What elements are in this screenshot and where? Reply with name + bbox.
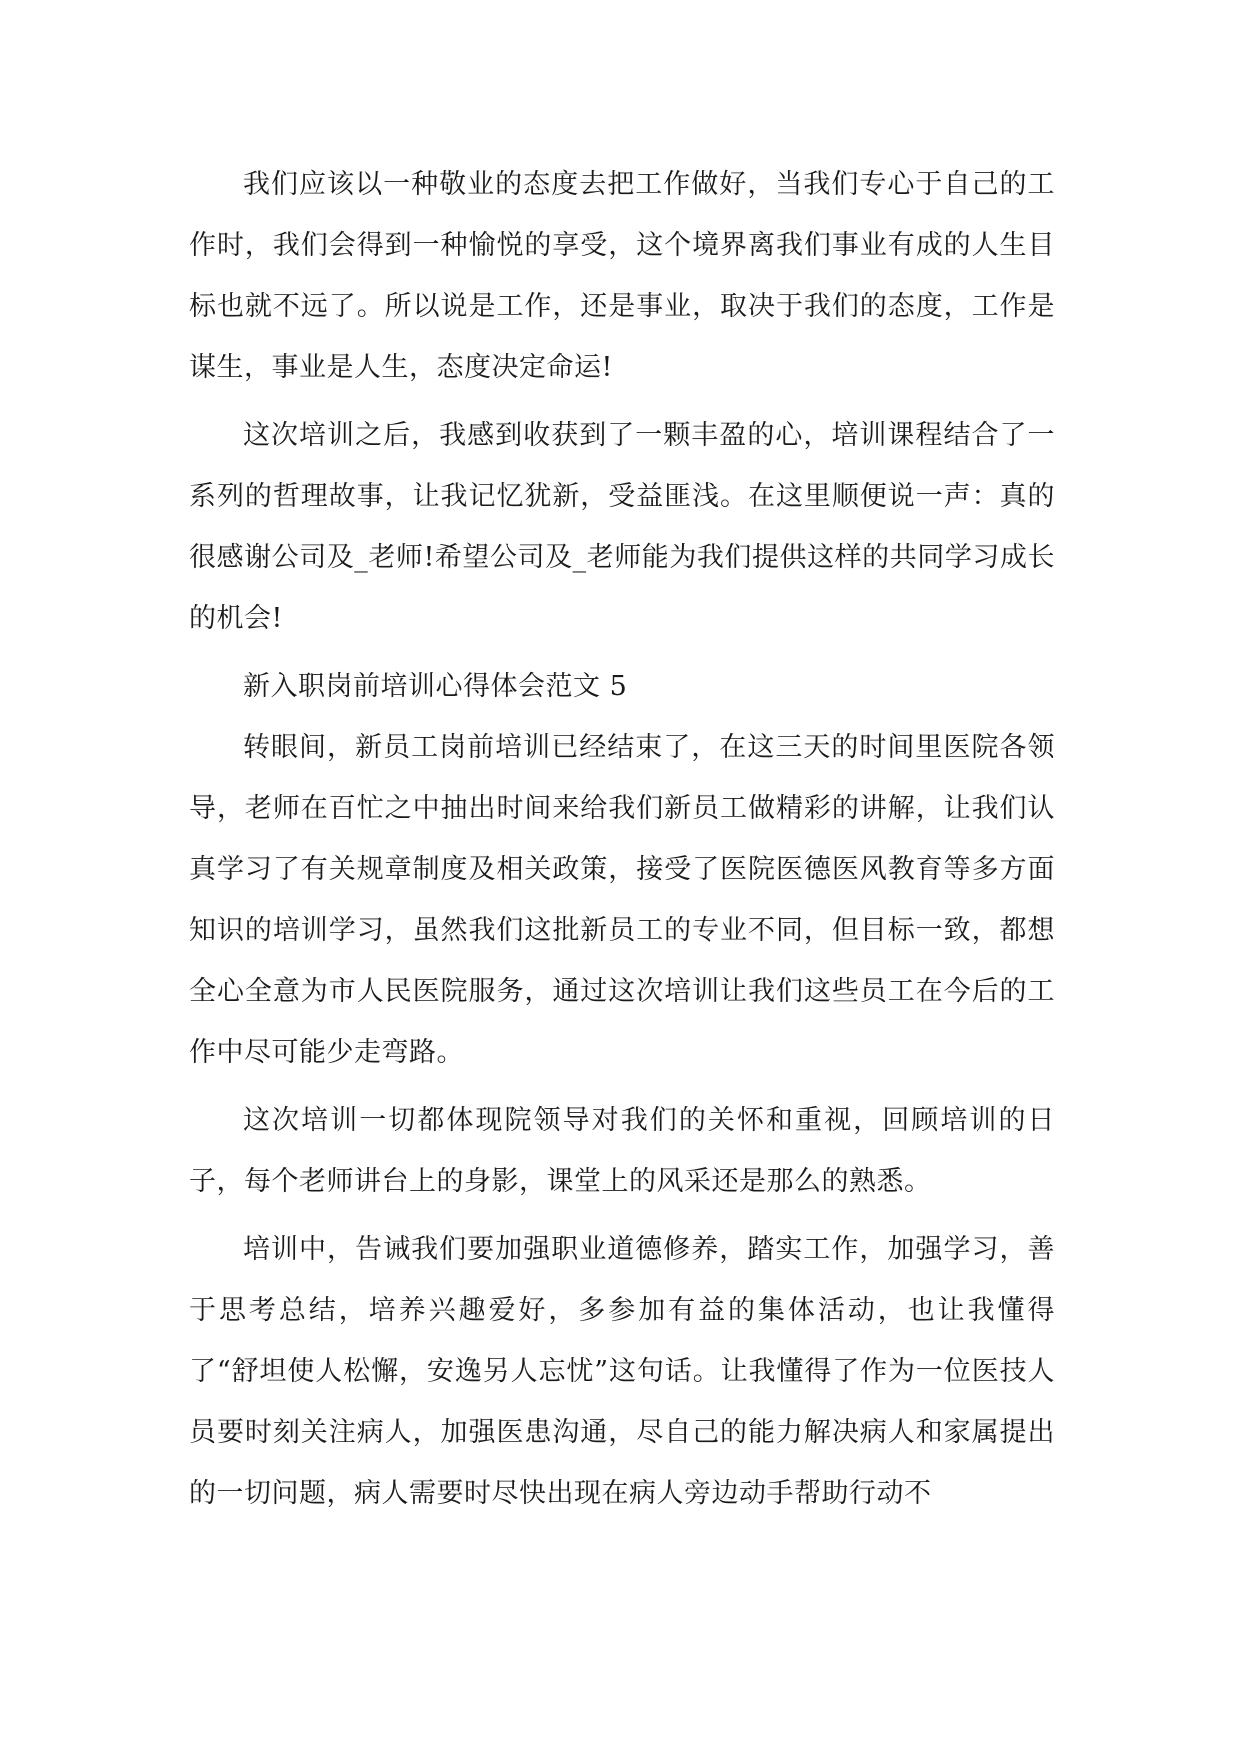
paragraph-lessons: 培训中，告诫我们要加强职业道德修养，踏实工作，加强学习，善于思考总结，培养兴趣爱好，多参加有益的集体活动，也让我懂得了“舒坦使人松懈，安逸另人忘忧”这句话。让我懂得了作为一位医技人员要时刻关注病人，加强医患沟通，尽自己的能力解决病人和家属提出的一切问题，病人需要时尽快出现在病人旁边动手帮助行动不 <box>189 1234 1055 1509</box>
paragraph-care: 这次培训一切都体现院领导对我们的关怀和重视，回顾培训的日子，每个老师讲台上的身影，课堂上的风采还是那么的熟悉。 <box>189 1105 1055 1197</box>
document-body <box>189 154 1055 1531</box>
paragraph-gratitude: 这次培训之后，我感到收获到了一颗丰盈的心，培训课程结合了一系列的哲理故事，让我记忆犹新，受益匪浅。在这里顺便说一声：真的很感谢公司及_老师!希望公司及_老师能为我们提供这样的共同学习成长的机会! <box>189 420 1055 634</box>
paragraph-training-summary: 转眼间，新员工岗前培训已经结束了，在这三天的时间里医院各领导，老师在百忙之中抽出时间来给我们新员工做精彩的讲解，让我们认真学习了有关规章制度及相关政策，接受了医院医德医风教育等多方面知识的培训学习，虽然我们这批新员工的专业不同，但目标一致，都想全心全意为市人民医院服务，通过这次培训让我们这些员工在今后的工作中尽可能少走弯路。 <box>189 732 1055 1068</box>
section-heading: 新入职岗前培训心得体会范文 5 <box>243 671 628 702</box>
paragraph-attitude: 我们应该以一种敬业的态度去把工作做好，当我们专心于自己的工作时，我们会得到一种愉悦的享受，这个境界离我们事业有成的人生目标也就不远了。所以说是工作，还是事业，取决于我们的态度，工作是谋生，事业是人生，态度决定命运! <box>189 169 1055 383</box>
